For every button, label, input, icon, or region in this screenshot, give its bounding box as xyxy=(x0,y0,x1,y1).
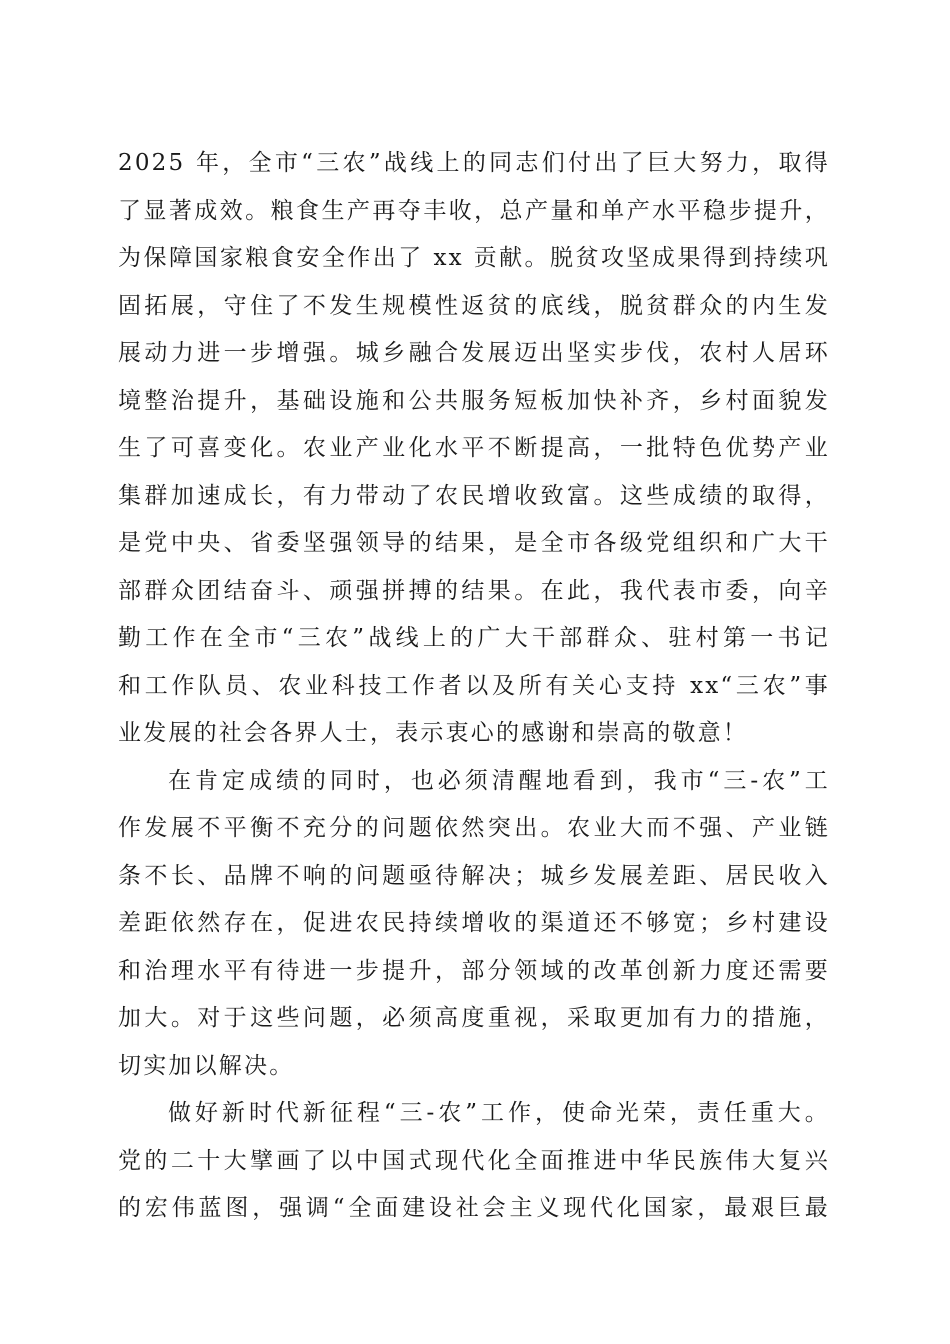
text-line-last: 业发展的社会各界人士，表示衷心的感谢和崇高的敬意！ xyxy=(118,720,748,746)
text-line-first: 做好新时代新征程“三-农”工作，使命光荣，责任重大。 xyxy=(168,1100,830,1126)
text-line: 勤工作在全市“三农”战线上的广大干部群众、驻村第一书记 xyxy=(118,625,830,651)
text-line: 2025 年，全市“三农”战线上的同志们付出了巨大努力，取得 xyxy=(118,150,830,176)
text-line-last: 切实加以解决。 xyxy=(118,1052,295,1079)
paragraph-3 xyxy=(118,1090,830,1233)
document-body xyxy=(118,140,830,1233)
text-line: 党的二十大擘画了以中国式现代化全面推进中华民族伟大复兴 xyxy=(118,1147,830,1174)
text-line: 是党中央、省委坚强领导的结果，是全市各级党组织和广大干 xyxy=(118,530,830,556)
paragraph-2 xyxy=(118,758,830,1091)
text-line: 境整治提升，基础设施和公共服务短板加快补齐，乡村面貌发 xyxy=(118,387,830,414)
text-line: 差距依然存在，促进农民持续增收的渠道还不够宽；乡村建设 xyxy=(118,910,830,936)
text-line: 了显著成效。粮食生产再夺丰收，总产量和单产水平稳步提升， xyxy=(118,197,830,224)
text-line: 加大。对于这些问题，必须高度重视，采取更加有力的措施， xyxy=(118,1005,830,1031)
text-line: 生了可喜变化。农业产业化水平不断提高，一批特色优势产业 xyxy=(118,435,830,461)
text-line: 和工作队员、农业科技工作者以及所有关心支持 xx“三农”事 xyxy=(118,672,830,699)
text-line: 条不长、品牌不响的问题亟待解决；城乡发展差距、居民收入 xyxy=(118,862,830,889)
text-line: 和治理水平有待进一步提升，部分领域的改革创新力度还需要 xyxy=(118,957,830,984)
text-line: 作发展不平衡不充分的问题依然突出。农业大而不强、产业链 xyxy=(118,815,830,841)
text-line: 集群加速成长，有力带动了农民增收致富。这些成绩的取得， xyxy=(118,482,830,509)
text-line: 固拓展，守住了不发生规模性返贫的底线，脱贫群众的内生发 xyxy=(118,292,830,319)
text-line: 部群众团结奋斗、顽强拼搏的结果。在此，我代表市委，向辛 xyxy=(118,577,830,604)
text-line: 展动力进一步增强。城乡融合发展迈出坚实步伐，农村人居环 xyxy=(118,340,830,366)
text-line: 为保障国家粮食安全作出了 xx 贡献。脱贫攻坚成果得到持续巩 xyxy=(118,245,830,271)
paragraph-1 xyxy=(118,140,830,758)
text-line: 的宏伟蓝图，强调“全面建设社会主义现代化国家，最艰巨最 xyxy=(118,1195,830,1221)
text-line-first: 在肯定成绩的同时，也必须清醒地看到，我市“三-农”工 xyxy=(168,767,830,794)
